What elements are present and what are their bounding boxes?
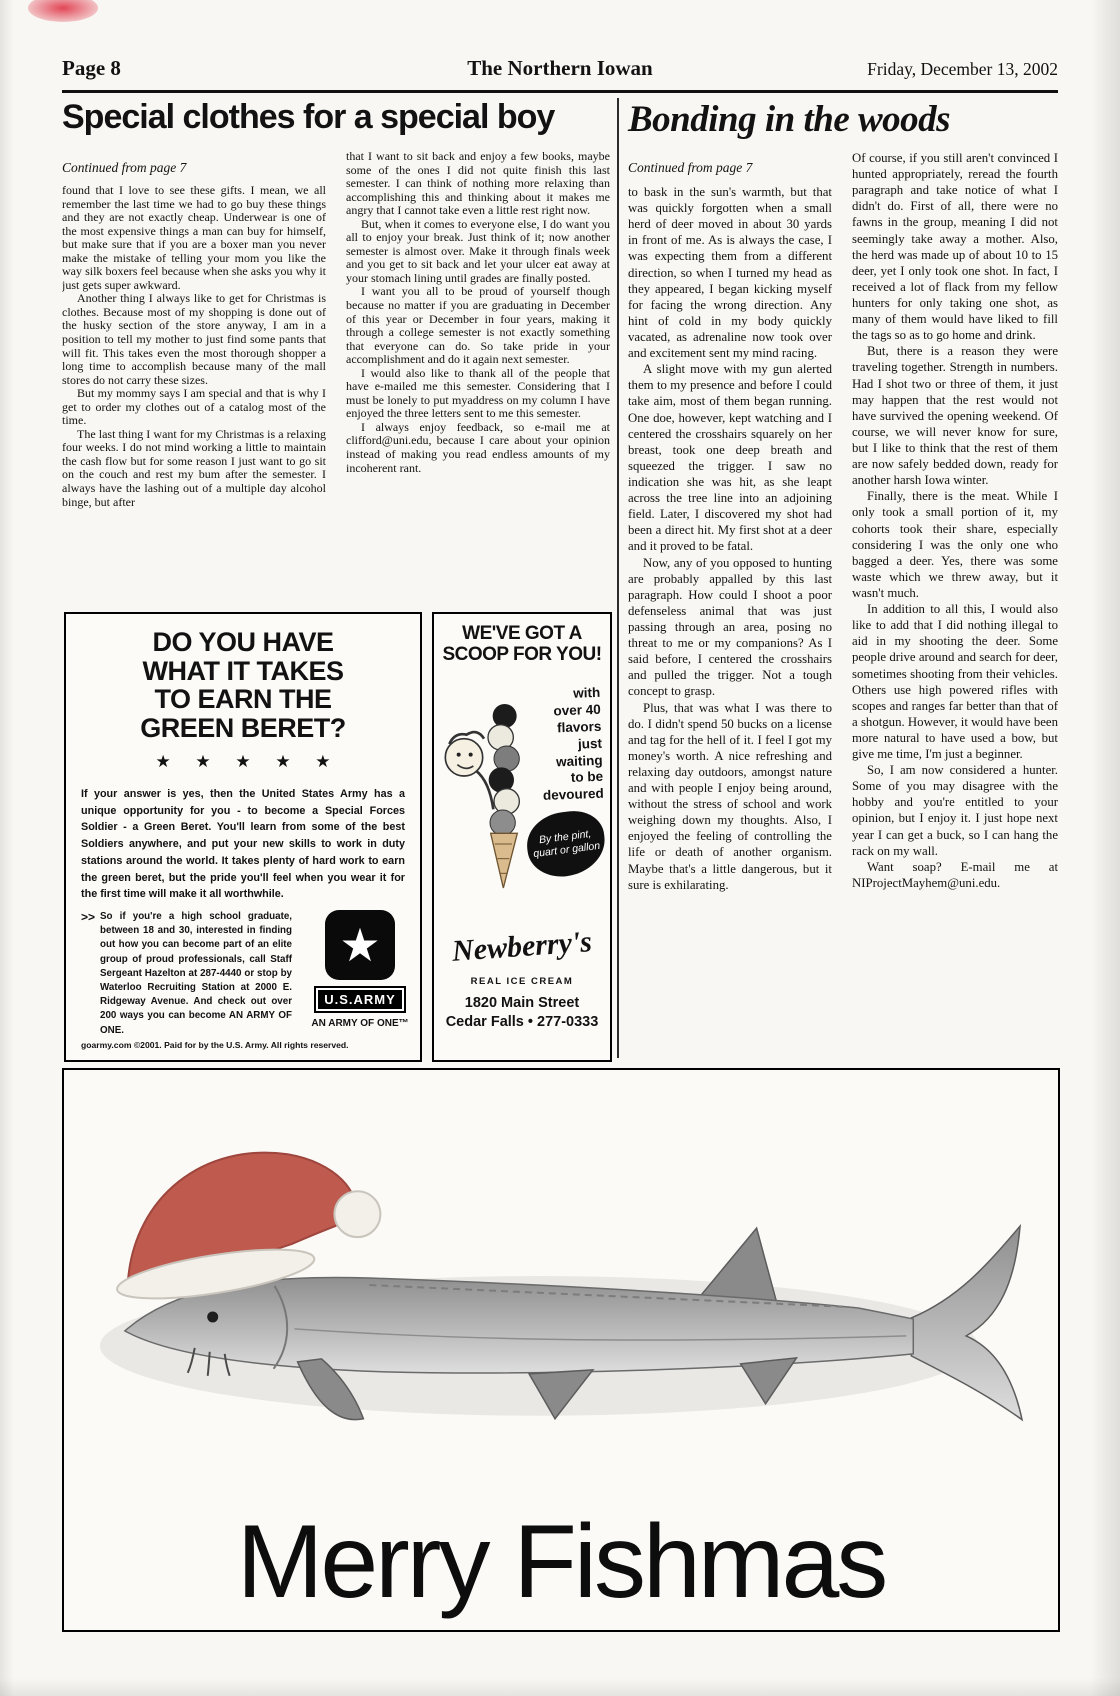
merry-fishmas-box xyxy=(62,1068,1060,1632)
army-of-one-tagline: AN ARMY OF ONE™ xyxy=(311,1018,409,1029)
real-ice-cream-label: REAL ICE CREAM xyxy=(470,976,574,987)
army-ad-body-1: If your answer is yes, then the United States Army has a unique opportunity for you - to become a Special Forces Soldier - a Green Beret. You'll learn from some of the best Soldiers anywhere, and put your new skills to work in duty stations around the world. It takes plenty of hard work to earn the green beret, but the pride you'll feel when you wear it for the first time will make it all worthwhile. xyxy=(81,788,405,901)
army-ad-row-2 xyxy=(81,910,408,1038)
newberrys-ice-cream-ad xyxy=(432,612,612,1062)
text-line: TO EARN THE xyxy=(154,684,332,715)
bonding-article-column-2 xyxy=(852,150,1058,1058)
army-star-logo-icon: ★ xyxy=(325,910,395,980)
text-line: I always enjoy feedback, so e-mail me at clifford@uni.edu, because I care about your opinion instead of making you read endless amounts of my incoherent rant. xyxy=(346,419,610,475)
header-rule xyxy=(62,90,1058,93)
text-line: flavors xyxy=(556,718,602,736)
text-line: that I want to sit back and enjoy a few books, maybe some of the ones I did not quite finish this last semester. I can think of nothing more relaxing than accomplishing this and thinking about it makes me angry that I cannot take even a little rest right now. xyxy=(346,150,610,218)
headline-bonding-woods: Bonding in the woods xyxy=(628,99,951,140)
text-line: In addition to all this, I would also like to add that I did nothing illegal to aid in my shooting the deer. Some people drive around and search for deer, sometimes shooting from their vehicles. Others use high powered rifles with scopes and ranges far better than that of a shotgun. However, it would have been more natural to have used a bow, but give me time, I'm just a beginner. xyxy=(852,602,1058,762)
five-stars-row: ★ ★ ★ ★ ★ xyxy=(155,752,341,771)
headline-special-clothes: Special clothes for a special boy xyxy=(62,98,555,136)
text-line: waiting xyxy=(555,752,603,769)
flavors-text xyxy=(530,685,604,805)
text-line: A slight move with my gun alerted them to my presence and before I could take aim, most of them began running. One doe, however, kept watching and I centered the crosshairs squarely on her breast, took one deep breath and squeezed the trigger. I saw no indication she was hit, as she leapt across the tree line into an adjoining field. Later, I discovered my shot had been a direct hit. My first shot at a deer and it proved to be fatal. xyxy=(628,362,832,554)
text-line: Another thing I always like to get for Christmas is clothes. Because most of my shopping is done out of the husky section of the store anyway, I am in a position to tell my mother to just find some pants that will fit. This takes even the most thorough shopper a long time to accomplish because many of the mall stores do not carry these sizes. xyxy=(62,291,326,387)
army-ad-body-2: So if you're a high school graduate, between 18 and 30, interested in finding out how you can become part of an elite group of proud professionals, call Staff Sergeant Hazelton at 287-4440 or stop by Waterloo Recruiting Station at 2000 E. Ridgeway Avenue. And check out over 200 ways you can become AN ARMY OF ONE. xyxy=(100,911,293,1036)
phone-line: Cedar Falls • 277-0333 xyxy=(445,1013,599,1030)
address-line: 1820 Main Street xyxy=(464,995,580,1011)
text-line: So, I am now considered a hunter. Some of you may disagree with the hobby and you're entitled to your opinion, but I enjoy it. I just hope next year I can get a buck, so I can hang the rack on my wall. xyxy=(852,763,1058,858)
double-chevron-bullet: >> xyxy=(81,910,96,924)
date-label: Friday, December 13, 2002 xyxy=(867,59,1058,79)
army-ad-headline xyxy=(66,628,420,742)
scan-edge-right xyxy=(1090,0,1120,1696)
scan-edge-bottom xyxy=(0,1678,1120,1696)
text-line: with xyxy=(572,684,601,701)
red-ink-smudge xyxy=(28,0,98,22)
text-line: to be xyxy=(570,769,604,786)
newberrys-headline-line-1: WE'VE GOT A xyxy=(462,623,582,644)
us-army-logo: U.S.ARMY xyxy=(314,986,406,1013)
bonding-article-column-1 xyxy=(628,184,832,1058)
army-ad-fine-print: goarmy.com ©2001. Paid for by the U.S. Army. All rights reserved. xyxy=(81,1040,349,1050)
text-line: Finally, there is the meat. While I only took a small portion of it, my cohorts took their share, especially considering I was the only one who bagged a deer. Yes, there was some waste which we threw away, but it wasn't much. xyxy=(852,489,1058,600)
army-green-beret-ad xyxy=(64,612,422,1062)
text-line: Want soap? E-mail me at NIProjectMayhem@uni.edu. xyxy=(852,859,1058,890)
newberrys-address xyxy=(434,994,610,1032)
article-divider xyxy=(617,98,619,1058)
continued-from-bonding: Continued from page 7 xyxy=(628,160,753,175)
text-line: found that I love to see these gifts. I mean, we all remember the last time we had to go buy these things and they are not exactly cheap. Underwear is one of the most expensive things a man can buy for himself, but make sure that if you are a boxer man you never make the mistake of telling your mom you like the way silk boxers feel because when she asks you why it just gets super awkward. xyxy=(62,184,326,292)
newberrys-headline-line-2: SCOOP FOR YOU! xyxy=(442,643,602,665)
text-line: WHAT IT TAKES xyxy=(142,655,344,686)
pint-quart-gallon-blob: By the pint, quart or gallon xyxy=(523,807,608,880)
text-line: Now, any of you opposed to hunting are probably appalled by this last paragraph. How could I shoot a poor defenseless animal that was just passing through an area, posing no threat to me or my companions? As I said before, I centered the crosshairs and pulled the trigger. Not a tough concept to grasp. xyxy=(628,555,832,699)
text-line: to bask in the sun's warmth, but that was quickly forgotten when a small herd of deer moved in about 30 yards in front of me. As is always the case, I was expecting them from a different direction, so when I turned my head as they appeared, I began kicking myself for facing the wrong direction. Any hint of cold in my body quickly vacated, as adrenaline now took over and excitement sent my mind racing. xyxy=(628,185,832,361)
text-line: The last thing I want for my Christmas is a relaxing four weeks. I do not mind working a little to maintain the cash flow but for some reason I just want to go sit on the couch and rest my bum after the semester. I always have the lashing out of a multiple day alcohol binge, but after xyxy=(62,426,326,509)
text-line: Plus, that was what I was there to do. I didn't spend 50 bucks on a license and tag for the hell of it. I feel I got my money's worth. A nice refreshing and relaxing day outdoors, amongst nature and with people I enjoy being around, without the stress of school and work weighing down my thoughts. Also, I enjoyed the feeling of controlling the life or death of another organism. Maybe that's a little dangerous, but it sure is exhilarating. xyxy=(628,700,832,892)
masthead: The Northern Iowan xyxy=(467,56,653,80)
text-line: Of course, if you still aren't convinced I hunted appropriately, reread the fourth paragraph and take notice of what I didn't do. First of all, there were no fawns in the group, meaning I did not seemingly take away a mother. Also, the herd was made up of about 10 to 15 deer, yet I only took one shot. In fact, I received a lot of flack from my fellow hunters for only taking one shot, as many of them would have liked to fill the tags so as to go home and drink. xyxy=(852,151,1058,343)
special-article-column-2 xyxy=(346,150,610,612)
page-number: Page 8 xyxy=(62,56,121,80)
text-line: But, when it comes to everyone else, I do want you all to enjoy your break. Just think of it; now another semester is almost over. Make it through finals week and you get to sit back and let your ulcer eat away at your stomach lining until grades are finally posted. xyxy=(346,216,610,285)
text-line: devoured xyxy=(542,786,604,804)
text-line: But, there is a reason they were traveling together. Strength in numbers. Had I shot two or three of them, it just may happen that the rest would not have survived the opening weekend. Of course, we will never know for sure, but I like to think that the rest of them are now safely bedded down, ready for another harsh Iowa winter. xyxy=(852,344,1058,488)
sturgeon-fish-illustration xyxy=(70,1086,1050,1486)
text-line: DO YOU HAVE xyxy=(152,627,334,657)
text-line: over 40 xyxy=(553,701,602,719)
special-article-column-1 xyxy=(62,184,326,612)
newberrys-headline xyxy=(434,624,610,665)
ice-cream-boy-cartoon-icon xyxy=(436,676,536,916)
army-logo-column xyxy=(312,910,408,1038)
text-line: But my mommy says I am special and that is why I get to order my clothes out of a catalog most of the time. xyxy=(62,386,326,428)
merry-fishmas-caption: Merry Fishmas xyxy=(236,1504,886,1620)
text-line: GREEN BERET? xyxy=(140,712,346,743)
scan-edge-left xyxy=(0,0,14,1696)
text-line: I would also like to thank all of the people that have e-mailed me this semester. Considering that I must be lonely to put myaddress on my column I have enjoyed the three letters sent to me this semester. xyxy=(346,365,610,421)
continued-from-special: Continued from page 7 xyxy=(62,160,187,175)
newberrys-brand-script: Newberry's xyxy=(450,925,593,968)
text-line: I want you all to be proud of yourself though because no matter if you are graduating in December of this year or December in four years, making it through a college semester is not exactly something that everyone can do. So take pride in your accomplishment and do it again next semester. xyxy=(346,284,610,367)
text-line: just xyxy=(577,735,603,752)
